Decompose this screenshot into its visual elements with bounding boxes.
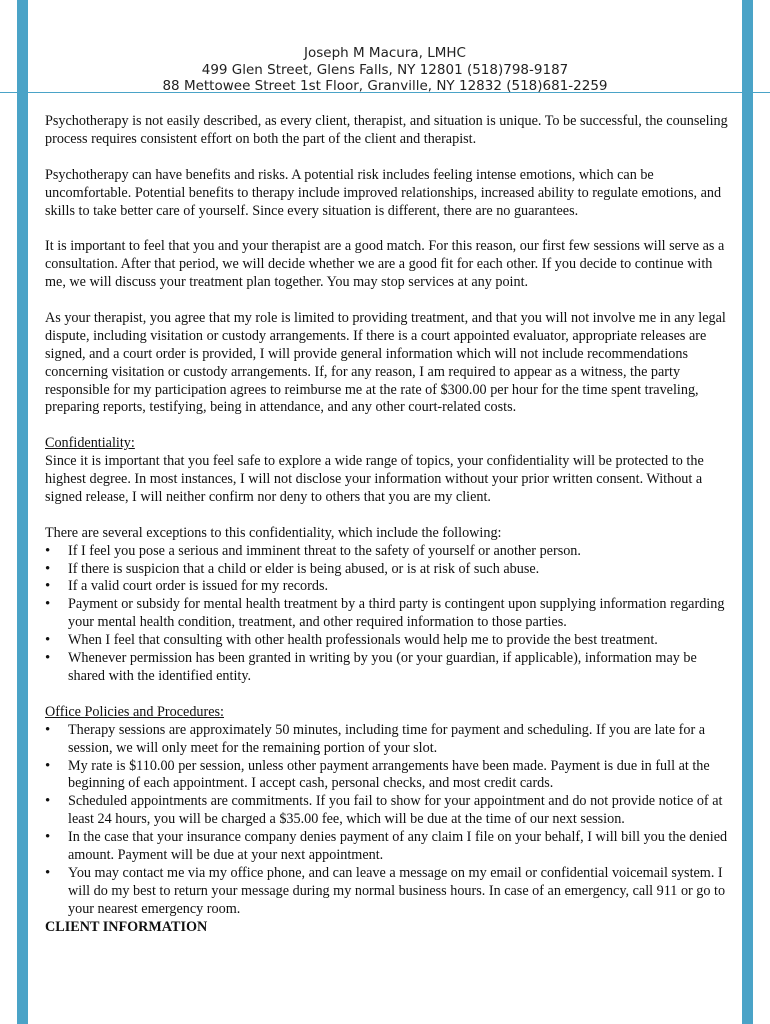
intro-paragraph: Psychotherapy can have benefits and risks. A potential risk includes feeling intense emotions, which can be uncomfortable. Potential benefits to therapy include improved relationships, increased ability to regulate emotions, and skills to take better care of yourself. Since every situation is different, there are no guarantees. (45, 166, 722, 219)
list-item: • If a valid court order is issued for my records. (45, 578, 729, 596)
list-item: • Whenever permission has been granted in writing by you (or your guardian, if applicable), information may be shared with the identified entity. (45, 650, 729, 686)
left-border-bar (17, 0, 28, 1024)
address-granville: 88 Mettowee Street 1st Floor, Granville, NY 12832 (518)681-2259 (162, 78, 608, 94)
list-item: • You may contact me via my office phone, and can leave a message on my email or confidential voicemail system. I will do my best to return your message during my normal business hours. In case of an emergency, call 911 or go to your nearest emergency room. (45, 865, 729, 919)
intro-paragraph: It is important to feel that you and your therapist are a good match. For this reason, our first few sessions will serve as a consultation. After that period, we will decide whether we are a good fit for each other. If you decide to continue with me, we will discuss your treatment plan together. You may stop services at any point. (45, 238, 725, 291)
exceptions-intro: There are several exceptions to this confidentiality, which include the following: (45, 524, 502, 541)
list-item: • If there is suspicion that a child or elder is being abused, or is at risk of such abuse. (45, 561, 729, 579)
list-item: • Scheduled appointments are commitments. If you fail to show for your appointment and do not provide notice of at least 24 hours, you will be charged a $35.00 fee, which will be due at the time of our next session. (45, 793, 729, 829)
confidentiality-body: Since it is important that you feel safe to explore a wide range of topics, your confidentiality will be protected to the highest degree. In most instances, I will not disclose your information without your prior written consent. Without a signed release, I will neither confirm nor deny to others that you are my client. (45, 453, 704, 505)
right-border-bar (742, 0, 753, 1024)
intro-paragraph: Psychotherapy is not easily described, as every client, therapist, and situation is unique. To be successful, the counseling process requires consistent effort on both the part of the client and therapist. (45, 113, 728, 147)
document-body (45, 113, 729, 937)
list-item: • If I feel you pose a serious and imminent threat to the safety of yourself or another person. (45, 543, 729, 561)
address-glens-falls: 499 Glen Street, Glens Falls, NY 12801 (518)798-9187 (201, 61, 569, 78)
client-information-heading: CLIENT INFORMATION (45, 918, 208, 935)
confidentiality-heading: Confidentiality: (45, 435, 135, 452)
exceptions-list (45, 543, 729, 686)
letterhead (0, 45, 770, 95)
office-policies-list (45, 722, 729, 919)
list-item: • Payment or subsidy for mental health treatment by a third party is contingent upon supplying information regarding your mental health condition, treatment, and other required information to those parties. (45, 596, 729, 632)
list-item: • My rate is $110.00 per session, unless other payment arrangements have been made. Payment is due in full at the beginning of each appointment. I accept cash, personal checks, and most credit cards. (45, 758, 729, 794)
list-item: • Therapy sessions are approximately 50 minutes, including time for payment and scheduling. If you are late for a session, we will only meet for the remaining portion of your slot. (45, 722, 729, 758)
list-item: • When I feel that consulting with other health professionals would help me to provide the best treatment. (45, 632, 729, 650)
therapist-name: Joseph M Macura, LMHC (304, 45, 466, 61)
office-policies-heading: Office Policies and Procedures: (45, 703, 224, 720)
list-item: • In the case that your insurance company denies payment of any claim I file on your behalf, I will bill you the denied amount. Payment will be due at your next appointment. (45, 829, 729, 865)
intro-paragraph: As your therapist, you agree that my role is limited to providing treatment, and that you will not involve me in any legal dispute, including visitation or custody arrangements. If there is a court appointed evaluator, appropriate releases are signed, and a court order is provided, I will provide general information which will not include recommendations concerning visitation or custody arrangements. If, for any reason, I am required to appear as a witness, the party responsible for my participation agrees to reimburse me at the rate of $300.00 per hour for the time spent traveling, preparing reports, testifying, being in attendance, and any other court-related costs. (45, 309, 726, 416)
